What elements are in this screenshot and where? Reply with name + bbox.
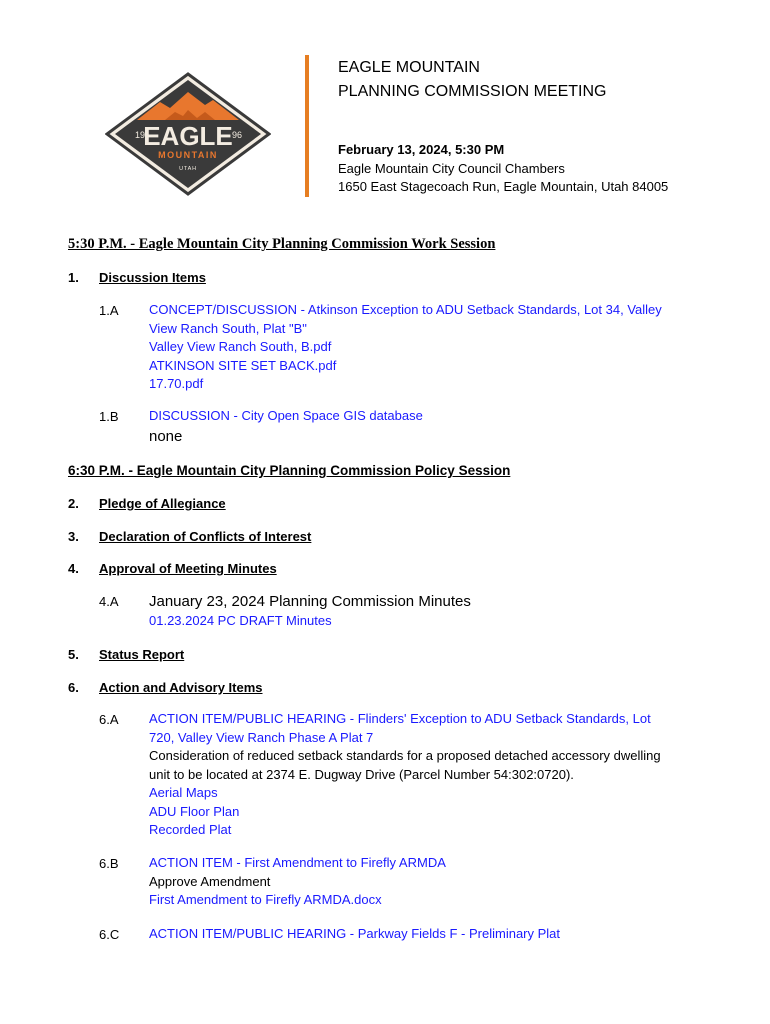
svg-text:EAGLE: EAGLE [143, 121, 233, 151]
section-number: 4. [68, 561, 79, 576]
meeting-address: 1650 East Stagecoach Run, Eagle Mountain, Utah 84005 [338, 179, 669, 194]
eagle-mountain-logo [105, 72, 271, 196]
item-title-link[interactable]: CONCEPT/DISCUSSION - Atkinson Exception to ADU Setback Standards, Lot 34, Valley [149, 302, 662, 317]
meeting-title-line2: PLANNING COMMISSION MEETING [338, 83, 607, 100]
section-number: 5. [68, 647, 79, 662]
svg-text:19: 19 [135, 130, 146, 140]
item-label: 1.A [99, 303, 119, 318]
item-title-link-cont[interactable]: View Ranch South, Plat "B" [149, 320, 307, 336]
section-discussion-items: Discussion Items [99, 270, 206, 285]
header-divider [305, 55, 309, 197]
attachment-link[interactable]: First Amendment to Firefly ARMDA.docx [149, 892, 382, 907]
policy-session-heading: 6:30 P.M. - Eagle Mountain City Planning Commission Policy Session [68, 463, 511, 478]
item-title-link-cont[interactable]: 720, Valley View Ranch Phase A Plat 7 [149, 729, 374, 745]
item-description: Consideration of reduced setback standards for a proposed detached accessory dwelling [149, 748, 661, 763]
item-title-link[interactable]: ACTION ITEM/PUBLIC HEARING - Flinders' Exception to ADU Setback Standards, Lot [149, 711, 651, 726]
meeting-title-line1: EAGLE MOUNTAIN [338, 59, 480, 76]
section-number: 3. [68, 529, 79, 544]
item-label: 6.C [99, 927, 120, 942]
item-title-link[interactable]: DISCUSSION - City Open Space GIS database [149, 408, 423, 423]
agenda-item-6a [149, 710, 709, 840]
attachment-link[interactable]: ATKINSON SITE SET BACK.pdf [149, 357, 337, 373]
agenda-item-4a [149, 593, 709, 630]
agenda-item-1a [149, 301, 709, 394]
item-description: Approve Amendment [149, 873, 271, 889]
attachment-link[interactable]: Recorded Plat [149, 822, 232, 837]
attachment-link[interactable]: 01.23.2024 PC DRAFT Minutes [149, 612, 332, 628]
item-label: 4.A [99, 594, 119, 609]
item-label: 6.A [99, 712, 119, 727]
agenda-item-6c [149, 925, 709, 944]
item-label: 1.B [99, 409, 119, 424]
item-title: January 23, 2024 Planning Commission Minutes [149, 593, 471, 610]
item-description-cont: unit to be located at 2374 E. Dugway Drive (Parcel Number 54:302:0720). [149, 766, 574, 782]
item-note: none [149, 427, 183, 445]
item-title-link[interactable]: ACTION ITEM/PUBLIC HEARING - Parkway Fields F - Preliminary Plat [149, 926, 561, 941]
section-status-report: Status Report [99, 647, 185, 662]
attachment-link[interactable]: Aerial Maps [149, 785, 218, 800]
section-number: 2. [68, 496, 79, 511]
section-number: 6. [68, 680, 79, 695]
attachment-link[interactable]: 17.70.pdf [149, 376, 204, 391]
section-pledge: Pledge of Allegiance [99, 496, 226, 511]
meeting-location: Eagle Mountain City Council Chambers [338, 161, 565, 176]
item-title-link[interactable]: ACTION ITEM - First Amendment to Firefly ARMDA [149, 855, 446, 870]
meeting-date: February 13, 2024, 5:30 PM [338, 142, 505, 157]
section-action-items: Action and Advisory Items [99, 680, 263, 695]
attachment-link[interactable]: Valley View Ranch South, B.pdf [149, 339, 332, 354]
svg-text:MOUNTAIN: MOUNTAIN [158, 150, 218, 160]
svg-text:UTAH: UTAH [179, 166, 197, 172]
section-number: 1. [68, 270, 79, 285]
section-minutes: Approval of Meeting Minutes [99, 561, 277, 576]
svg-text:96: 96 [232, 130, 243, 140]
section-conflicts: Declaration of Conflicts of Interest [99, 529, 312, 544]
attachment-link[interactable]: ADU Floor Plan [149, 803, 240, 819]
agenda-item-6b [149, 854, 709, 910]
item-label: 6.B [99, 856, 119, 871]
work-session-heading: 5:30 P.M. - Eagle Mountain City Planning Commission Work Session [68, 236, 496, 252]
agenda-item-1b [149, 407, 709, 446]
